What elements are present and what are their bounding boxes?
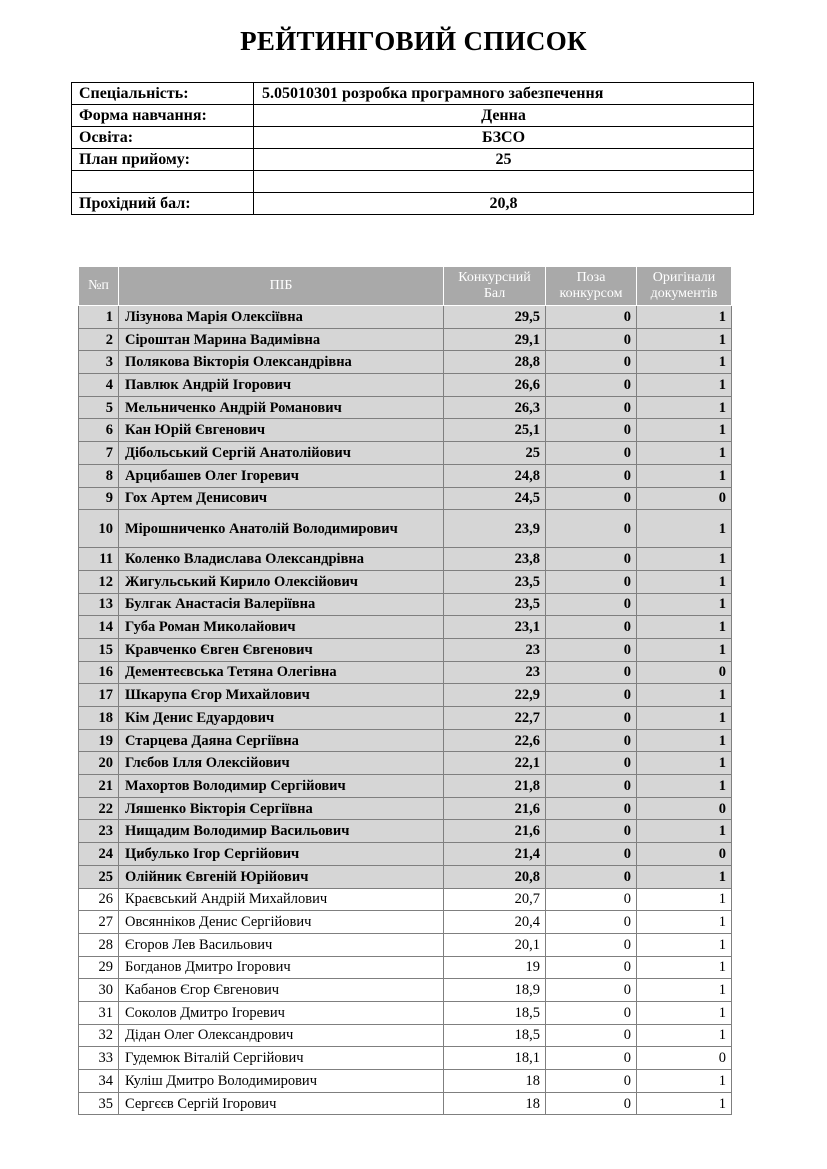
applicant-name: Богданов Дмитро Ігорович (119, 956, 444, 979)
out-of-competition: 0 (546, 865, 637, 888)
original-documents: 1 (637, 820, 732, 843)
page-title: РЕЙТИНГОВИЙ СПИСОК (240, 26, 587, 56)
out-of-competition: 0 (546, 487, 637, 510)
competitive-score: 24,5 (444, 487, 546, 510)
competitive-score: 28,8 (444, 351, 546, 374)
competitive-score: 18,5 (444, 1024, 546, 1047)
table-row (79, 911, 732, 934)
applicant-name: Ляшенко Вікторія Сергіївна (119, 797, 444, 820)
original-documents: 1 (637, 1024, 732, 1047)
applicant-name: Арцибашев Олег Ігоревич (119, 464, 444, 487)
original-documents: 1 (637, 865, 732, 888)
table-row (79, 1070, 732, 1093)
row-number: 8 (79, 464, 119, 487)
original-documents: 1 (637, 510, 732, 548)
header-num: №п (79, 267, 119, 306)
original-documents: 1 (637, 419, 732, 442)
out-of-competition: 0 (546, 1024, 637, 1047)
applicant-name: Нищадим Володимир Васильович (119, 820, 444, 843)
rating-table-body (79, 306, 732, 1115)
table-row (79, 464, 732, 487)
out-of-competition: 0 (546, 729, 637, 752)
row-number: 16 (79, 661, 119, 684)
info-label: Форма навчання: (72, 105, 254, 127)
out-of-competition: 0 (546, 306, 637, 329)
table-row (79, 442, 732, 465)
info-row (72, 149, 754, 171)
table-row (79, 593, 732, 616)
table-row (79, 933, 732, 956)
out-of-competition: 0 (546, 979, 637, 1002)
out-of-competition: 0 (546, 548, 637, 571)
competitive-score: 18 (444, 1070, 546, 1093)
competitive-score: 23,5 (444, 570, 546, 593)
competitive-score: 21,8 (444, 775, 546, 798)
original-documents: 1 (637, 306, 732, 329)
rating-table (78, 266, 732, 1115)
row-number: 27 (79, 911, 119, 934)
row-number: 33 (79, 1047, 119, 1070)
row-number: 22 (79, 797, 119, 820)
applicant-name: Сіроштан Марина Вадимівна (119, 328, 444, 351)
competitive-score: 18,9 (444, 979, 546, 1002)
table-row (79, 374, 732, 397)
applicant-name: Мельниченко Андрій Романович (119, 396, 444, 419)
competitive-score: 23,1 (444, 616, 546, 639)
competitive-score: 20,1 (444, 933, 546, 956)
info-row (72, 193, 754, 215)
row-number: 1 (79, 306, 119, 329)
out-of-competition: 0 (546, 775, 637, 798)
original-documents: 0 (637, 487, 732, 510)
row-number: 11 (79, 548, 119, 571)
header-originals: Оригінали документів (637, 267, 732, 306)
out-of-competition: 0 (546, 593, 637, 616)
original-documents: 1 (637, 548, 732, 571)
info-label: Спеціальність: (72, 83, 254, 105)
row-number: 20 (79, 752, 119, 775)
competitive-score: 22,9 (444, 684, 546, 707)
out-of-competition: 0 (546, 707, 637, 730)
table-row (79, 487, 732, 510)
competitive-score: 22,1 (444, 752, 546, 775)
competitive-score: 29,1 (444, 328, 546, 351)
row-number: 28 (79, 933, 119, 956)
row-number: 24 (79, 843, 119, 866)
original-documents: 1 (637, 933, 732, 956)
applicant-name: Махортов Володимир Сергійович (119, 775, 444, 798)
table-row (79, 684, 732, 707)
original-documents: 1 (637, 1070, 732, 1093)
info-row (72, 171, 754, 193)
row-number: 31 (79, 1001, 119, 1024)
row-number: 3 (79, 351, 119, 374)
original-documents: 1 (637, 684, 732, 707)
out-of-competition: 0 (546, 1092, 637, 1115)
competitive-score: 19 (444, 956, 546, 979)
row-number: 34 (79, 1070, 119, 1093)
row-number: 15 (79, 638, 119, 661)
info-row (72, 83, 754, 105)
original-documents: 1 (637, 1001, 732, 1024)
table-row (79, 548, 732, 571)
original-documents: 1 (637, 442, 732, 465)
header-row (79, 267, 732, 306)
out-of-competition: 0 (546, 510, 637, 548)
table-row (79, 510, 732, 548)
info-value: Денна (254, 105, 754, 127)
row-number: 2 (79, 328, 119, 351)
original-documents: 1 (637, 1092, 732, 1115)
table-row (79, 979, 732, 1002)
table-row (79, 752, 732, 775)
row-number: 7 (79, 442, 119, 465)
out-of-competition: 0 (546, 911, 637, 934)
original-documents: 1 (637, 775, 732, 798)
out-of-competition: 0 (546, 351, 637, 374)
applicant-name: Кабанов Єгор Євгенович (119, 979, 444, 1002)
competitive-score: 20,8 (444, 865, 546, 888)
header-out-of-competition: Поза конкурсом (546, 267, 637, 306)
row-number: 21 (79, 775, 119, 798)
table-row (79, 729, 732, 752)
out-of-competition: 0 (546, 820, 637, 843)
info-value: 5.05010301 розробка програмного забезпечення (254, 83, 754, 105)
row-number: 26 (79, 888, 119, 911)
row-number: 30 (79, 979, 119, 1002)
row-number: 4 (79, 374, 119, 397)
table-row (79, 328, 732, 351)
out-of-competition: 0 (546, 419, 637, 442)
table-row (79, 570, 732, 593)
applicant-name: Цибулько Ігор Сергійович (119, 843, 444, 866)
row-number: 23 (79, 820, 119, 843)
competitive-score: 23,9 (444, 510, 546, 548)
table-row (79, 351, 732, 374)
info-label: Освіта: (72, 127, 254, 149)
competitive-score: 23 (444, 638, 546, 661)
row-number: 19 (79, 729, 119, 752)
table-row (79, 797, 732, 820)
out-of-competition: 0 (546, 888, 637, 911)
row-number: 10 (79, 510, 119, 548)
competitive-score: 21,4 (444, 843, 546, 866)
table-row (79, 1092, 732, 1115)
table-row (79, 707, 732, 730)
original-documents: 0 (637, 661, 732, 684)
competitive-score: 23 (444, 661, 546, 684)
original-documents: 1 (637, 729, 732, 752)
info-value: 20,8 (254, 193, 754, 215)
rating-table-header (79, 267, 732, 306)
applicant-name: Єгоров Лев Васильович (119, 933, 444, 956)
applicant-name: Овсянніков Денис Сергійович (119, 911, 444, 934)
row-number: 9 (79, 487, 119, 510)
info-value (254, 171, 754, 193)
table-row (79, 888, 732, 911)
out-of-competition: 0 (546, 797, 637, 820)
table-row (79, 661, 732, 684)
row-number: 12 (79, 570, 119, 593)
out-of-competition: 0 (546, 1001, 637, 1024)
applicant-name: Лізунова Марія Олексіївна (119, 306, 444, 329)
original-documents: 1 (637, 956, 732, 979)
applicant-name: Кім Денис Едуардович (119, 707, 444, 730)
info-label: Прохідний бал: (72, 193, 254, 215)
competitive-score: 29,5 (444, 306, 546, 329)
applicant-name: Мірошниченко Анатолій Володимирович (119, 510, 444, 548)
applicant-name: Кравченко Євген Євгенович (119, 638, 444, 661)
row-number: 18 (79, 707, 119, 730)
original-documents: 1 (637, 464, 732, 487)
out-of-competition: 0 (546, 570, 637, 593)
applicant-name: Дібольський Сергій Анатолійович (119, 442, 444, 465)
original-documents: 1 (637, 638, 732, 661)
applicant-name: Куліш Дмитро Володимирович (119, 1070, 444, 1093)
original-documents: 0 (637, 843, 732, 866)
original-documents: 1 (637, 979, 732, 1002)
row-number: 35 (79, 1092, 119, 1115)
competitive-score: 25,1 (444, 419, 546, 442)
table-row (79, 865, 732, 888)
table-row (79, 1024, 732, 1047)
competitive-score: 21,6 (444, 797, 546, 820)
row-number: 17 (79, 684, 119, 707)
table-row (79, 956, 732, 979)
table-row (79, 1001, 732, 1024)
competitive-score: 21,6 (444, 820, 546, 843)
row-number: 25 (79, 865, 119, 888)
info-value: БЗСО (254, 127, 754, 149)
header-score: Конкурсний Бал (444, 267, 546, 306)
out-of-competition: 0 (546, 933, 637, 956)
applicant-name: Соколов Дмитро Ігоревич (119, 1001, 444, 1024)
table-row (79, 396, 732, 419)
table-row (79, 843, 732, 866)
table-row (79, 638, 732, 661)
competitive-score: 20,7 (444, 888, 546, 911)
competitive-score: 18,5 (444, 1001, 546, 1024)
applicant-name: Краєвський Андрій Михайлович (119, 888, 444, 911)
out-of-competition: 0 (546, 843, 637, 866)
row-number: 32 (79, 1024, 119, 1047)
applicant-name: Полякова Вікторія Олександрівна (119, 351, 444, 374)
out-of-competition: 0 (546, 956, 637, 979)
competitive-score: 22,7 (444, 707, 546, 730)
out-of-competition: 0 (546, 1047, 637, 1070)
competitive-score: 23,5 (444, 593, 546, 616)
row-number: 6 (79, 419, 119, 442)
info-label (72, 171, 254, 193)
applicant-name: Дідан Олег Олександрович (119, 1024, 444, 1047)
original-documents: 1 (637, 351, 732, 374)
table-row (79, 306, 732, 329)
applicant-name: Жигульський Кирило Олексійович (119, 570, 444, 593)
info-row (72, 127, 754, 149)
original-documents: 1 (637, 328, 732, 351)
competitive-score: 22,6 (444, 729, 546, 752)
applicant-name: Глєбов Ілля Олексійович (119, 752, 444, 775)
applicant-name: Гох Артем Денисович (119, 487, 444, 510)
competitive-score: 18,1 (444, 1047, 546, 1070)
original-documents: 1 (637, 752, 732, 775)
applicant-name: Булгак Анастасія Валеріївна (119, 593, 444, 616)
original-documents: 0 (637, 797, 732, 820)
row-number: 13 (79, 593, 119, 616)
out-of-competition: 0 (546, 464, 637, 487)
applicant-name: Гудемюк Віталій Сергійович (119, 1047, 444, 1070)
applicant-name: Шкарупа Єгор Михайлович (119, 684, 444, 707)
table-row (79, 820, 732, 843)
competitive-score: 20,4 (444, 911, 546, 934)
competitive-score: 26,3 (444, 396, 546, 419)
info-row (72, 105, 754, 127)
out-of-competition: 0 (546, 374, 637, 397)
applicant-name: Губа Роман Миколайович (119, 616, 444, 639)
original-documents: 1 (637, 616, 732, 639)
competitive-score: 26,6 (444, 374, 546, 397)
original-documents: 1 (637, 911, 732, 934)
admission-info-body (72, 83, 754, 215)
header-name: ПІБ (119, 267, 444, 306)
competitive-score: 18 (444, 1092, 546, 1115)
row-number: 5 (79, 396, 119, 419)
out-of-competition: 0 (546, 638, 637, 661)
out-of-competition: 0 (546, 684, 637, 707)
original-documents: 0 (637, 1047, 732, 1070)
applicant-name: Олійник Євгеній Юрійович (119, 865, 444, 888)
original-documents: 1 (637, 374, 732, 397)
table-row (79, 775, 732, 798)
original-documents: 1 (637, 888, 732, 911)
competitive-score: 24,8 (444, 464, 546, 487)
out-of-competition: 0 (546, 752, 637, 775)
row-number: 14 (79, 616, 119, 639)
competitive-score: 25 (444, 442, 546, 465)
applicant-name: Коленко Владислава Олександрівна (119, 548, 444, 571)
competitive-score: 23,8 (444, 548, 546, 571)
original-documents: 1 (637, 707, 732, 730)
original-documents: 1 (637, 593, 732, 616)
table-row (79, 616, 732, 639)
row-number: 29 (79, 956, 119, 979)
admission-info-table (71, 82, 754, 215)
out-of-competition: 0 (546, 396, 637, 419)
out-of-competition: 0 (546, 442, 637, 465)
out-of-competition: 0 (546, 328, 637, 351)
original-documents: 1 (637, 396, 732, 419)
table-row (79, 1047, 732, 1070)
out-of-competition: 0 (546, 661, 637, 684)
out-of-competition: 0 (546, 1070, 637, 1093)
applicant-name: Павлюк Андрій Ігорович (119, 374, 444, 397)
original-documents: 1 (637, 570, 732, 593)
applicant-name: Старцева Даяна Сергіївна (119, 729, 444, 752)
applicant-name: Дементеєвська Тетяна Олегівна (119, 661, 444, 684)
out-of-competition: 0 (546, 616, 637, 639)
table-row (79, 419, 732, 442)
applicant-name: Кан Юрій Євгенович (119, 419, 444, 442)
info-label: План прийому: (72, 149, 254, 171)
applicant-name: Сергєєв Сергій Ігорович (119, 1092, 444, 1115)
info-value: 25 (254, 149, 754, 171)
